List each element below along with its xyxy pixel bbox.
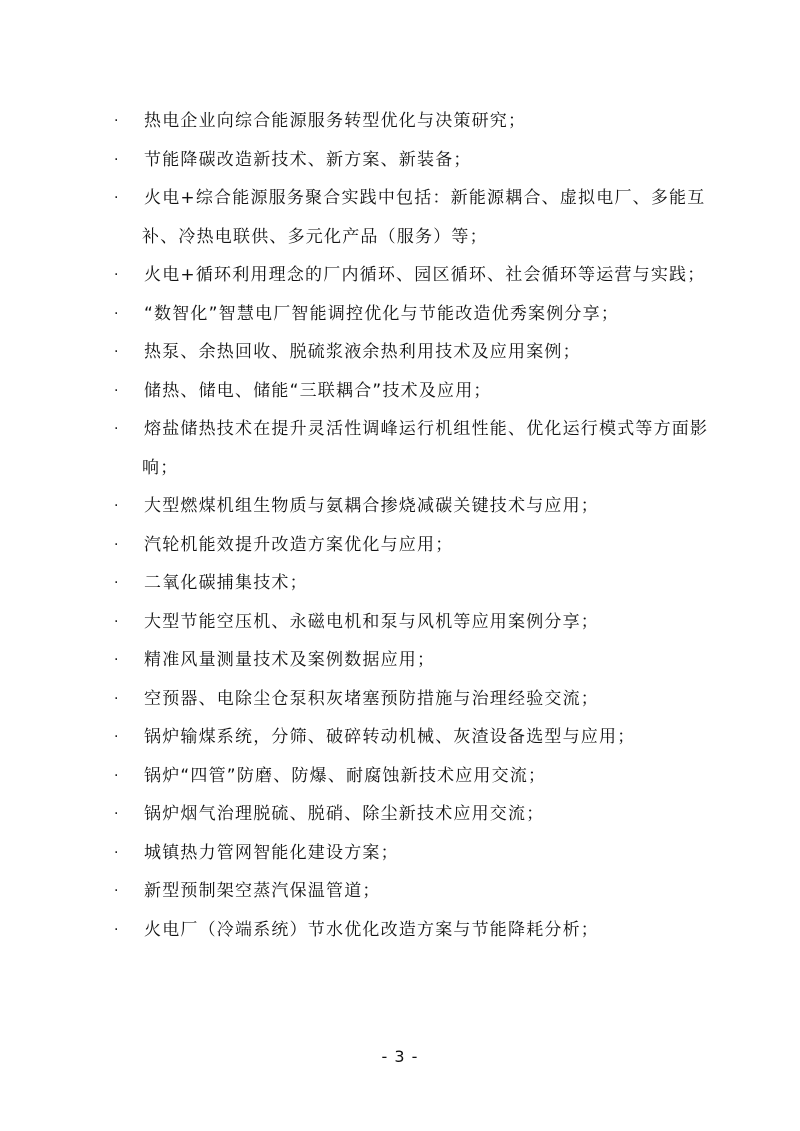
list-item-text: 锅炉“四管”防磨、防爆、耐腐蚀新技术应用交流； (144, 765, 547, 786)
list-item (0, 333, 800, 372)
bullet-icon: · (114, 498, 120, 514)
list-item-text: 大型燃煤机组生物质与氨耦合掺烧减碳关键技术与应用； (144, 496, 599, 516)
list-item (0, 372, 800, 411)
list-item-text: 二氧化碳捕集技术； (144, 573, 308, 593)
page-number: - 3 - (381, 1047, 419, 1066)
list-item (0, 757, 800, 796)
list-item-text: 响； (142, 457, 179, 478)
list-item-text: 火电+循环利用理念的厂内循环、园区循环、社会循环等运营与实践； (144, 265, 706, 285)
list-item (0, 141, 800, 180)
list-item (0, 256, 800, 295)
list-item-text: 锅炉烟气治理脱硫、脱硝、除尘新技术应用交流； (144, 804, 545, 824)
bullet-icon: · (114, 844, 120, 861)
list-item-text: 精准风量测量技术及案例数据应用； (144, 650, 436, 670)
bullet-icon: · (114, 652, 120, 668)
list-item (0, 680, 800, 719)
list-item (0, 872, 800, 911)
list-item (0, 718, 800, 757)
list-item (0, 487, 800, 526)
list-item-text: 热泵、余热回收、脱硫浆液余热利用技术及应用案例； (144, 342, 581, 362)
list-item-text: 城镇热力管网智能化建设方案； (144, 842, 399, 863)
list-item (0, 834, 800, 873)
bullet-icon: · (114, 767, 120, 784)
bullet-icon: · (114, 190, 120, 206)
bullet-icon: · (114, 305, 120, 322)
topic-list (0, 102, 800, 949)
list-item (0, 795, 800, 834)
bullet-icon: · (114, 921, 120, 938)
bullet-icon: · (114, 113, 120, 129)
list-item (0, 641, 800, 680)
bullet-icon: · (114, 344, 120, 360)
bullet-icon: · (114, 382, 120, 399)
list-item-text: 节能降碳改造新技术、新方案、新装备； (144, 149, 472, 170)
bullet-icon: · (114, 267, 120, 283)
list-item (0, 564, 800, 603)
list-item-text: 熔盐储热技术在提升灵活性调峰运行机组性能、优化运行模式等方面影 (144, 419, 709, 439)
list-item (0, 295, 800, 334)
list-item-text: 新型预制架空蒸汽保温管道； (144, 881, 381, 901)
bullet-icon: · (114, 613, 120, 630)
list-item (0, 179, 800, 256)
list-item-text: “数智化”智慧电厂智能调控优化与节能改造优秀案例分享； (144, 303, 620, 324)
list-item-text: 汽轮机能效提升改造方案优化与应用； (144, 534, 454, 555)
list-item-text: 火电厂（冷端系统）节水优化改造方案与节能降耗分析； (144, 919, 599, 940)
bullet-icon: · (114, 806, 120, 822)
list-item-text: 火电+综合能源服务聚合实践中包括：新能源耦合、虚拟电厂、多能互 (144, 188, 706, 208)
list-item-text: 大型节能空压机、永磁电机和泵与风机等应用案例分享； (144, 611, 599, 632)
bullet-icon: · (114, 151, 120, 168)
list-item (0, 410, 800, 487)
bullet-icon: · (114, 883, 120, 899)
list-item-text: 补、冷热电联供、多元化产品（服务）等； (142, 226, 488, 247)
list-item-text: 空预器、电除尘仓泵积灰堵塞预防措施与治理经验交流； (144, 688, 599, 709)
list-item (0, 526, 800, 565)
bullet-icon: · (114, 575, 120, 591)
bullet-icon: · (114, 729, 120, 745)
bullet-icon: · (114, 690, 120, 707)
list-item-text: 热电企业向综合能源服务转型优化与决策研究； (144, 111, 527, 131)
bullet-icon: · (114, 421, 120, 437)
list-item-text: 锅炉输煤系统，分筛、破碎转动机械、灰渣设备选型与应用； (144, 727, 636, 747)
list-item (0, 102, 800, 141)
list-item (0, 911, 800, 950)
list-item (0, 603, 800, 642)
bullet-icon: · (114, 536, 120, 553)
list-item-text: 储热、储电、储能“三联耦合”技术及应用； (144, 380, 492, 401)
